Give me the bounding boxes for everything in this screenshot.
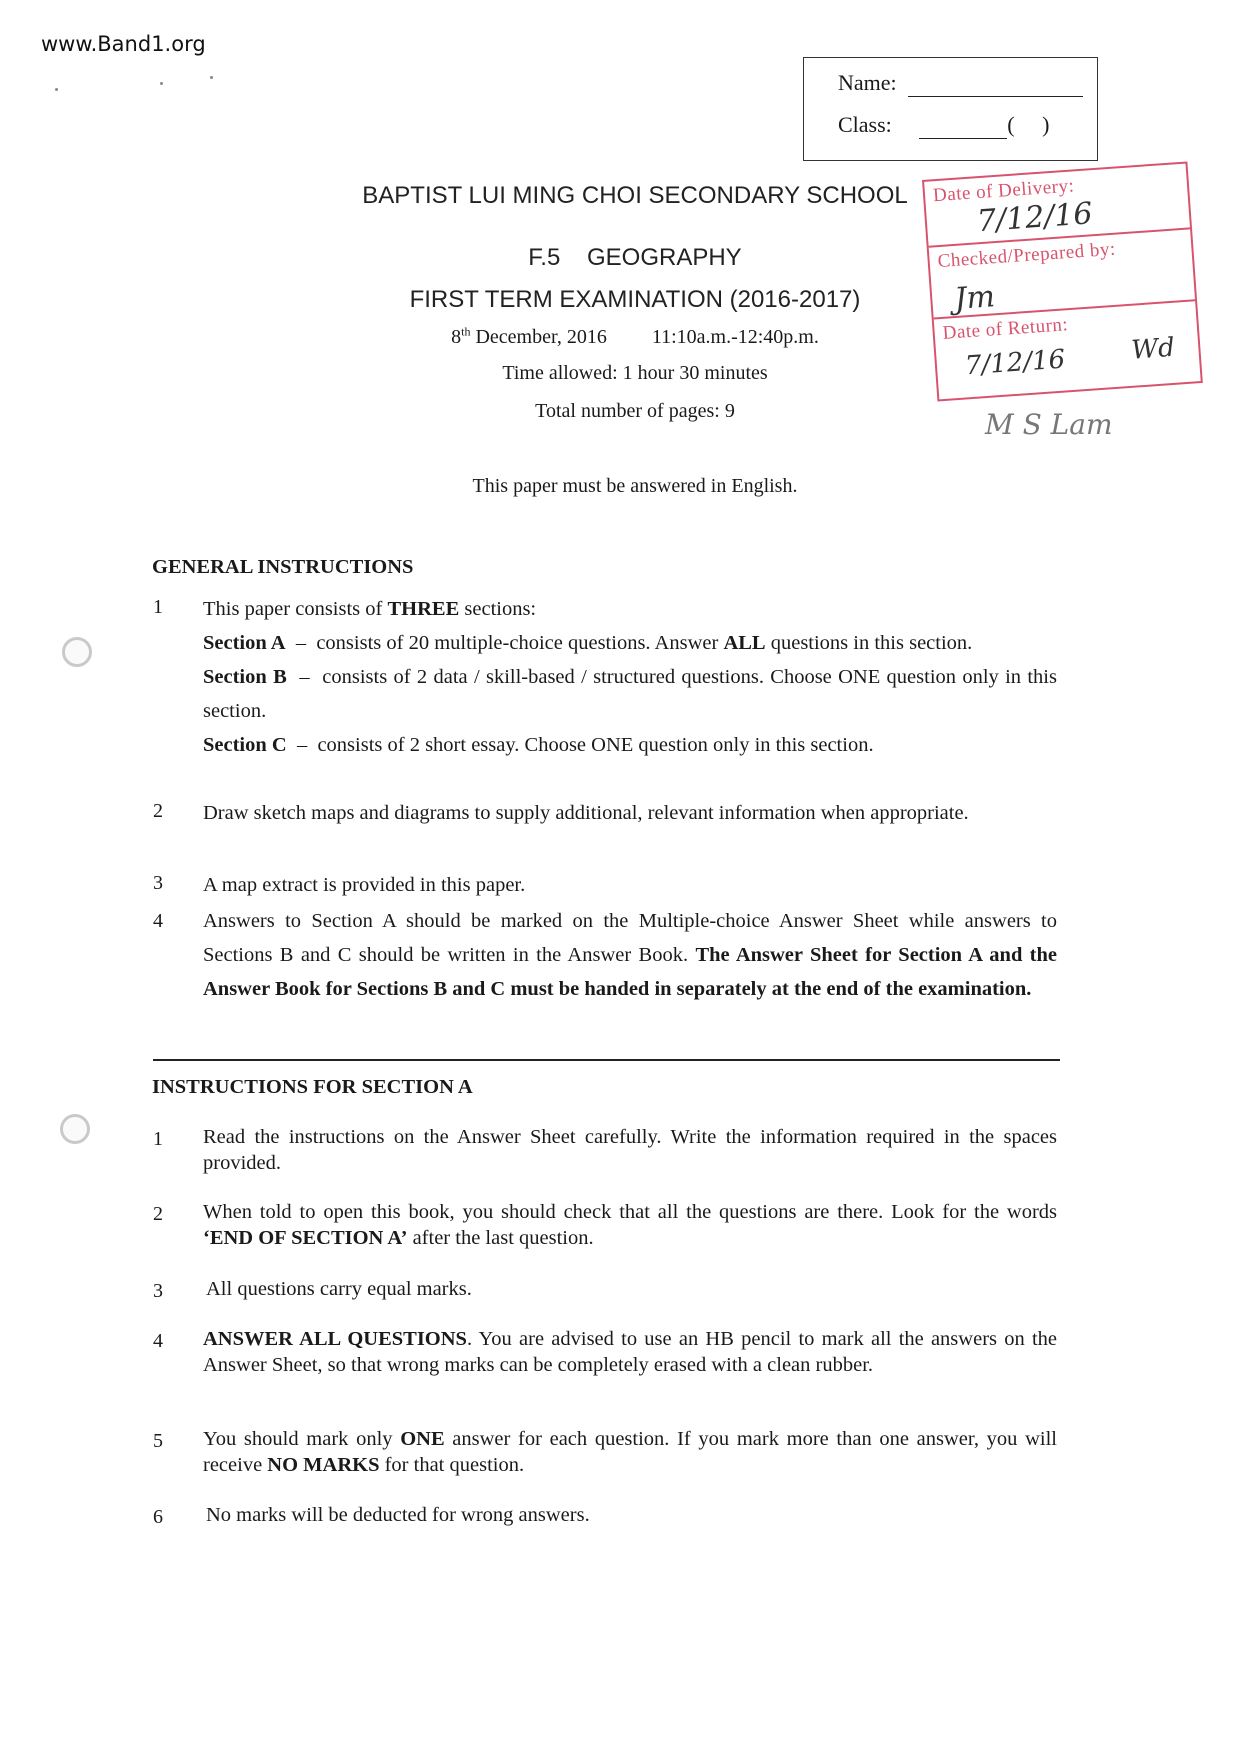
class-blank[interactable]	[919, 112, 1007, 139]
item-number: 6	[153, 1506, 163, 1528]
section-a-item-5: You should mark only ONE answer for each question. If you mark more than one answer, you will receive NO MARKS for that question.	[203, 1428, 1057, 1476]
school-name: BAPTIST LUI MING CHOI SECONDARY SCHOOL	[362, 182, 908, 209]
scan-speck	[160, 82, 163, 85]
section-a-item-6: No marks will be deducted for wrong answers.	[206, 1504, 590, 1526]
item-number: 1	[153, 596, 163, 618]
handwritten-name: M S Lam	[985, 408, 1113, 441]
stamp-return-label: Date of Return:	[942, 314, 1069, 344]
scan-speck	[55, 88, 58, 91]
class-field[interactable]	[838, 112, 1049, 139]
section-c-description: Section C – consists of 2 short essay. Choose ONE question only in this section.	[203, 734, 874, 756]
section-a-item-1: Read the instructions on the Answer Sheet carefully. Write the information required in the spaces provided.	[203, 1126, 1057, 1174]
section-a-item-3: All questions carry equal marks.	[206, 1278, 472, 1300]
exam-date: 8th December, 2016	[451, 324, 607, 348]
name-label: Name:	[838, 70, 897, 95]
item-number: 4	[153, 1330, 163, 1352]
general-item-1: This paper consists of THREE sections: Section A – consists of 20 multiple-choice questions. Answer ALL questions in this section. Section B – consists of 2 data / skill-based / structured questions. Choose ONE question only in this section. Section C – consists of 2 short essay. Choose ONE question only in this section.	[203, 592, 1057, 762]
name-field[interactable]	[838, 70, 1083, 97]
general-item-2: Draw sketch maps and diagrams to supply additional, relevant information when appropriate.	[203, 802, 969, 824]
exam-time: 11:10a.m.-12:40p.m.	[651, 325, 819, 348]
section-a-heading: INSTRUCTIONS FOR SECTION A	[152, 1076, 473, 1098]
punch-hole	[60, 1114, 90, 1144]
scan-speck	[210, 76, 213, 79]
section-a-item-4: ANSWER ALL QUESTIONS. You are advised to use an HB pencil to mark all the answers on the Answer Sheet, so that wrong marks can be completely erased with a clean rubber.	[203, 1328, 1057, 1376]
checker-signature: Jm	[953, 279, 997, 317]
section-a-description: Section A – consists of 20 multiple-choice questions. Answer ALL questions in this section.	[203, 632, 973, 654]
class-label: Class:	[838, 112, 892, 137]
total-pages: Total number of pages: 9	[535, 400, 735, 422]
item-number: 5	[153, 1430, 163, 1452]
section-divider	[153, 1059, 1060, 1061]
general-item-3: A map extract is provided in this paper.	[203, 874, 526, 896]
item-number: 2	[153, 1203, 163, 1225]
class-number-paren: ( )	[1007, 112, 1050, 137]
item-number: 2	[153, 800, 163, 822]
return-date-handwritten: 7/12/16	[964, 344, 1067, 382]
name-class-box	[803, 57, 1098, 161]
section-a-item-2: When told to open this book, you should check that all the questions are there. Look for the words ‘END OF SECTION A’ after the last question.	[203, 1201, 1057, 1249]
exam-date-time	[300, 324, 970, 349]
item-number: 1	[153, 1128, 163, 1150]
name-blank[interactable]	[908, 70, 1083, 97]
delivery-stamp	[922, 161, 1203, 401]
item-number: 3	[153, 872, 163, 894]
section-b-description: Section B – consists of 2 data / skill-based / structured questions. Choose ONE question only in this section.	[203, 666, 1063, 722]
exam-title: FIRST TERM EXAMINATION (2016-2017)	[409, 286, 861, 313]
watermark-url: www.Band1.org	[41, 32, 206, 56]
general-heading: GENERAL INSTRUCTIONS	[152, 556, 414, 578]
stamp-checked-label: Checked/Prepared by:	[936, 238, 1117, 273]
language-note: This paper must be answered in English.	[472, 475, 798, 497]
punch-hole	[62, 637, 92, 667]
return-initials: Wd	[1130, 332, 1176, 366]
time-allowed: Time allowed: 1 hour 30 minutes	[502, 362, 768, 384]
item-number: 3	[153, 1280, 163, 1302]
delivery-date-handwritten: 7/12/16	[975, 196, 1094, 240]
general-item-4: Answers to Section A should be marked on the Multiple-choice Answer Sheet while answers to Sections B and C should be written in the Answer Book. The Answer Sheet for Section A and the Answer Book for Sections B and C must be handed in separately at the end of the examination.	[203, 910, 1058, 1000]
stamp-delivery-label: Date of Delivery:	[932, 175, 1075, 207]
item-number: 4	[153, 910, 163, 932]
subject-title: F.5 GEOGRAPHY	[528, 244, 742, 271]
